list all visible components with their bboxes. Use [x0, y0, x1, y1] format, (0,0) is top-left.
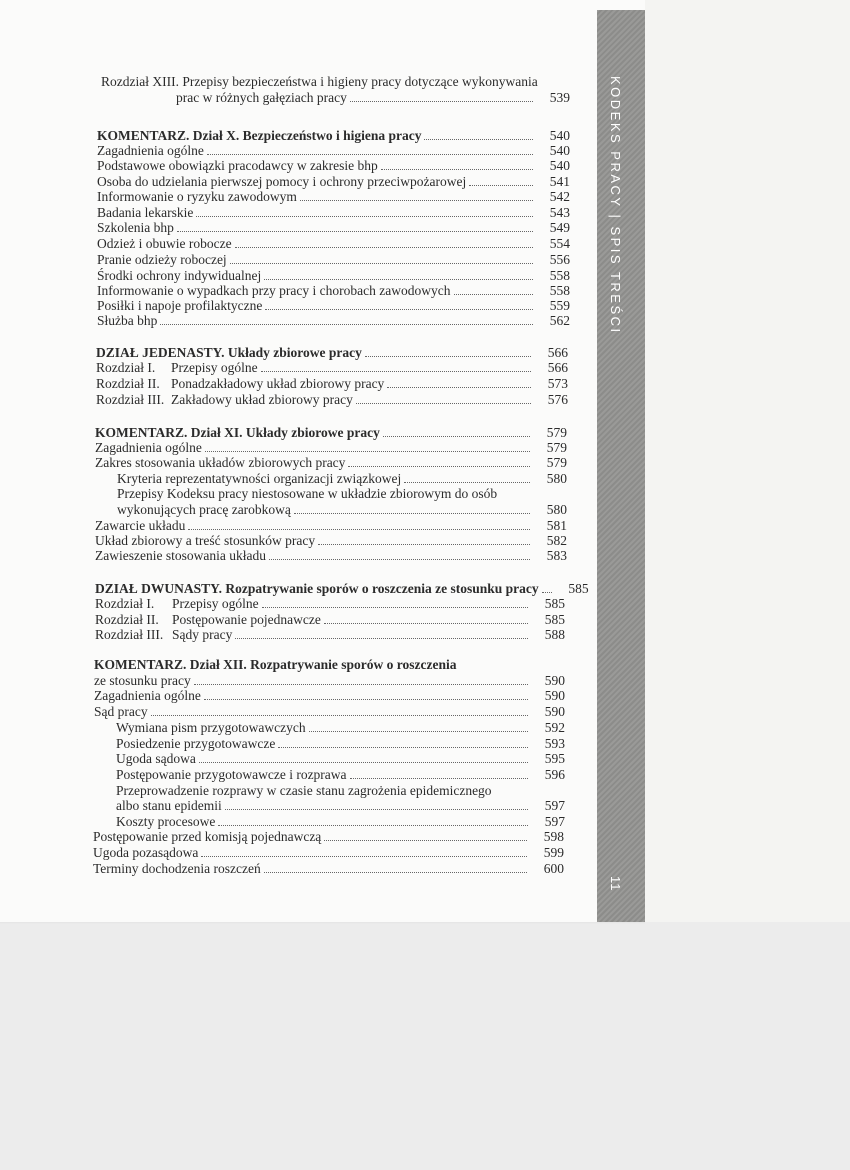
leader-dots	[356, 393, 531, 404]
leader-dots	[294, 503, 530, 514]
toc-entry-title: prac w różnych gałęziach pracy	[176, 90, 347, 105]
toc-page-number: 593	[544, 736, 565, 751]
toc-entry-title: Badania lekarskie	[97, 205, 194, 220]
toc-page-number: 583	[546, 548, 567, 563]
leader-dots	[365, 346, 531, 357]
leader-dots	[324, 613, 528, 624]
toc-entry	[116, 783, 492, 799]
toc-entry	[94, 657, 456, 673]
toc-entry-title: Rozdział XIII. Przepisy bezpieczeństwa i higieny pracy dotyczące wykonywania	[101, 74, 538, 89]
leader-dots	[177, 221, 533, 232]
page-number: 11	[608, 876, 623, 892]
toc-entry-title: Zawieszenie stosowania układu	[95, 548, 266, 563]
leader-dots	[196, 206, 533, 217]
scan-background	[0, 922, 850, 1170]
toc-entry	[117, 502, 567, 518]
toc-page-number: 598	[543, 829, 564, 844]
toc-entry	[116, 767, 565, 783]
toc-page-number: 540	[549, 158, 570, 173]
toc-entry-title: Postępowanie przed komisją pojednawczą	[93, 829, 322, 844]
toc-page-number: 549	[549, 220, 570, 235]
toc-entry	[95, 440, 567, 456]
toc-entry	[97, 283, 570, 299]
toc-entry-title: DZIAŁ JEDENASTY. Układy zbiorowe pracy	[96, 345, 362, 360]
toc-page-number: 554	[549, 236, 570, 251]
sidebar-title: KODEKS PRACY | SPIS TREŚCI	[608, 76, 623, 335]
toc-entry-title: Szkolenia bhp	[97, 220, 174, 235]
toc-page-number: 590	[544, 673, 565, 688]
toc-entry-title: Osoba do udzielania pierwszej pomocy i ochrony przeciwpożarowej	[97, 174, 467, 189]
toc-page-number: 566	[547, 360, 568, 375]
leader-dots	[383, 426, 530, 437]
toc-entry	[176, 90, 570, 106]
toc-entry-title: Przepisy Kodeksu pracy niestosowane w układzie zbiorowym do osób	[117, 486, 498, 501]
toc-entry	[93, 829, 564, 845]
toc-entry	[96, 376, 568, 392]
toc-entry-title: KOMENTARZ. Dział X. Bezpieczeństwo i higiena pracy	[97, 128, 422, 143]
toc-page-number: 558	[549, 283, 570, 298]
toc-entry	[96, 360, 568, 376]
toc-entry	[95, 581, 589, 597]
toc-entry-title: Ugoda sądowa	[116, 751, 196, 766]
toc-entry-title: Służba bhp	[97, 313, 158, 328]
toc-page-number: 580	[546, 502, 567, 517]
toc-entry-title: Ugoda pozasądowa	[93, 845, 199, 860]
toc-page-number: 580	[546, 471, 567, 486]
toc-page-number: 600	[543, 861, 564, 876]
toc-entry-subtitle: Ponadzakładowy układ zbiorowy pracy	[171, 376, 385, 391]
leader-dots	[542, 582, 552, 593]
toc-entry-title: Koszty procesowe	[116, 814, 216, 829]
leader-dots	[318, 534, 530, 545]
toc-entry	[97, 298, 570, 314]
toc-entry-subtitle: Przepisy ogólne	[171, 360, 258, 375]
toc-page-number: 540	[549, 128, 570, 143]
toc-entry	[96, 392, 568, 408]
toc-page-number: 590	[544, 704, 565, 719]
toc-entry	[97, 189, 570, 205]
leader-dots	[350, 91, 533, 102]
leader-dots	[350, 768, 528, 779]
toc-entry	[116, 751, 565, 767]
toc-entry	[116, 814, 565, 830]
toc-entry-title: Odzież i obuwie robocze	[97, 236, 232, 251]
leader-dots	[454, 284, 534, 295]
toc-entry-subtitle: Postępowanie pojednawcze	[172, 612, 321, 627]
toc-entry-title: Zawarcie układu	[95, 518, 186, 533]
toc-entry	[97, 268, 570, 284]
toc-entry	[96, 345, 568, 361]
toc-page-number: 592	[544, 720, 565, 735]
toc-entry-title: Rozdział I.	[96, 360, 156, 375]
toc-entry-title: Terminy dochodzenia roszczeń	[93, 861, 261, 876]
leader-dots	[278, 737, 528, 748]
toc-entry-title: Podstawowe obowiązki pracodawcy w zakresie bhp	[97, 158, 378, 173]
toc-page-number: 579	[546, 425, 567, 440]
toc-entry-title: KOMENTARZ. Dział XI. Układy zbiorowe pracy	[95, 425, 380, 440]
toc-entry-title: KOMENTARZ. Dział XII. Rozpatrywanie sporów o roszczenia	[94, 657, 457, 672]
toc-page-number: 599	[543, 845, 564, 860]
toc-entry-title: Rozdział III.	[95, 627, 164, 642]
toc-page-number: 559	[549, 298, 570, 313]
leader-dots	[160, 314, 533, 325]
toc-entry-title: Sąd pracy	[94, 704, 148, 719]
toc-page-number: 566	[547, 345, 568, 360]
toc-page-number: 579	[546, 455, 567, 470]
toc-entry	[116, 798, 565, 814]
toc-entry-subtitle: Sądy pracy	[172, 627, 233, 642]
leader-dots	[404, 472, 530, 483]
toc-page-number: 588	[544, 627, 565, 642]
toc-entry-title: Pranie odzieży roboczej	[97, 252, 227, 267]
leader-dots	[225, 799, 528, 810]
toc-page-number: 585	[544, 612, 565, 627]
leader-dots	[230, 253, 533, 264]
toc-page-number: 541	[549, 174, 570, 189]
toc-entry	[95, 612, 565, 628]
toc-entry	[97, 158, 570, 174]
toc-entry	[97, 174, 570, 190]
toc-page-number: 542	[549, 189, 570, 204]
toc-page-number: 585	[568, 581, 589, 596]
toc-entry	[97, 128, 570, 144]
toc-entry	[94, 688, 565, 704]
toc-entry-title: Posiłki i napoje profilaktyczne	[97, 298, 263, 313]
toc-entry	[94, 673, 565, 689]
toc-entry	[95, 518, 567, 534]
toc-entry-title: Wymiana pism przygotowawczych	[116, 720, 306, 735]
toc-entry-title: Postępowanie przygotowawcze i rozprawa	[116, 767, 347, 782]
toc-entry	[116, 720, 565, 736]
toc-entry-subtitle: Przepisy ogólne	[172, 596, 259, 611]
toc-entry	[116, 736, 565, 752]
leader-dots	[218, 815, 528, 826]
leader-dots	[469, 175, 533, 186]
toc-page-number: 596	[544, 767, 565, 782]
leader-dots	[381, 159, 533, 170]
toc-page-number: 595	[544, 751, 565, 766]
toc-entry	[95, 548, 567, 564]
toc-entry-title: Układ zbiorowy a treść stosunków pracy	[95, 533, 316, 548]
toc-page-number: 590	[544, 688, 565, 703]
toc-page-number: 556	[549, 252, 570, 267]
toc-entry-title: Informowanie o wypadkach przy pracy i chorobach zawodowych	[97, 283, 451, 298]
toc-entry	[97, 205, 570, 221]
toc-page-number: 540	[549, 143, 570, 158]
toc-page-number: 539	[549, 90, 570, 105]
toc-page-number: 579	[546, 440, 567, 455]
toc-page-number: 573	[547, 376, 568, 391]
leader-dots	[265, 299, 533, 310]
leader-dots	[387, 377, 531, 388]
toc-entry-title: Rozdział III.	[96, 392, 165, 407]
toc-entry-subtitle: Zakładowy układ zbiorowy pracy	[171, 392, 353, 407]
toc-entry	[93, 861, 564, 877]
toc-entry-title: wykonujących pracę zarobkową	[117, 502, 291, 517]
toc-page-number: 562	[549, 313, 570, 328]
toc-entry	[97, 236, 570, 252]
leader-dots	[205, 441, 530, 452]
leader-dots	[151, 705, 528, 716]
toc-page-number: 597	[544, 814, 565, 829]
toc-entry	[95, 425, 567, 441]
toc-entry-title: Rozdział II.	[95, 612, 159, 627]
leader-dots	[324, 830, 527, 841]
toc-entry-title: ze stosunku pracy	[94, 673, 191, 688]
toc-entry	[95, 596, 565, 612]
toc-entry-title: Środki ochrony indywidualnej	[97, 268, 262, 283]
toc-entry-title: Zakres stosowania układów zbiorowych pracy	[95, 455, 346, 470]
toc-entry-title: Informowanie o ryzyku zawodowym	[97, 189, 297, 204]
toc-page-number: 558	[549, 268, 570, 283]
leader-dots	[194, 674, 528, 685]
toc-entry-title: DZIAŁ DWUNASTY. Rozpatrywanie sporów o roszczenia ze stosunku pracy	[95, 581, 539, 596]
toc-entry	[97, 252, 570, 268]
toc-entry	[101, 74, 538, 90]
toc-entry-title: Zagadnienia ogólne	[94, 688, 201, 703]
leader-dots	[261, 361, 531, 372]
leader-dots	[201, 846, 527, 857]
toc-entry	[95, 455, 567, 471]
leader-dots	[235, 628, 528, 639]
toc-page-number: 582	[546, 533, 567, 548]
leader-dots	[199, 752, 528, 763]
leader-dots	[235, 237, 533, 248]
toc-entry	[94, 704, 565, 720]
toc-entry	[97, 143, 570, 159]
leader-dots	[262, 597, 528, 608]
leader-dots	[264, 862, 527, 873]
toc-entry	[95, 533, 567, 549]
leader-dots	[424, 129, 533, 140]
leader-dots	[269, 549, 530, 560]
toc-entry-title: Posiedzenie przygotowawcze	[116, 736, 276, 751]
leader-dots	[300, 190, 533, 201]
toc-page-number: 576	[547, 392, 568, 407]
toc-entry-title: Zagadnienia ogólne	[95, 440, 202, 455]
toc-entry-title: albo stanu epidemii	[116, 798, 222, 813]
toc-entry	[95, 627, 565, 643]
leader-dots	[264, 269, 533, 280]
toc-entry	[117, 471, 567, 487]
toc-entry	[97, 313, 570, 329]
leader-dots	[207, 144, 533, 155]
toc-page-number: 543	[549, 205, 570, 220]
leader-dots	[348, 456, 530, 467]
toc-entry-title: Przeprowadzenie rozprawy w czasie stanu zagrożenia epidemicznego	[116, 783, 492, 798]
toc-entry-title: Rozdział I.	[95, 596, 155, 611]
toc-entry	[117, 486, 497, 502]
leader-dots	[188, 519, 530, 530]
toc-page-number: 585	[544, 596, 565, 611]
toc-page-number: 597	[544, 798, 565, 813]
leader-dots	[309, 721, 528, 732]
toc-entry-title: Zagadnienia ogólne	[97, 143, 204, 158]
toc-page-number: 581	[546, 518, 567, 533]
toc-entry	[93, 845, 564, 861]
toc-entry	[97, 220, 570, 236]
leader-dots	[204, 689, 528, 700]
toc-entry-title: Kryteria reprezentatywności organizacji związkowej	[117, 471, 402, 486]
toc-entry-title: Rozdział II.	[96, 376, 160, 391]
